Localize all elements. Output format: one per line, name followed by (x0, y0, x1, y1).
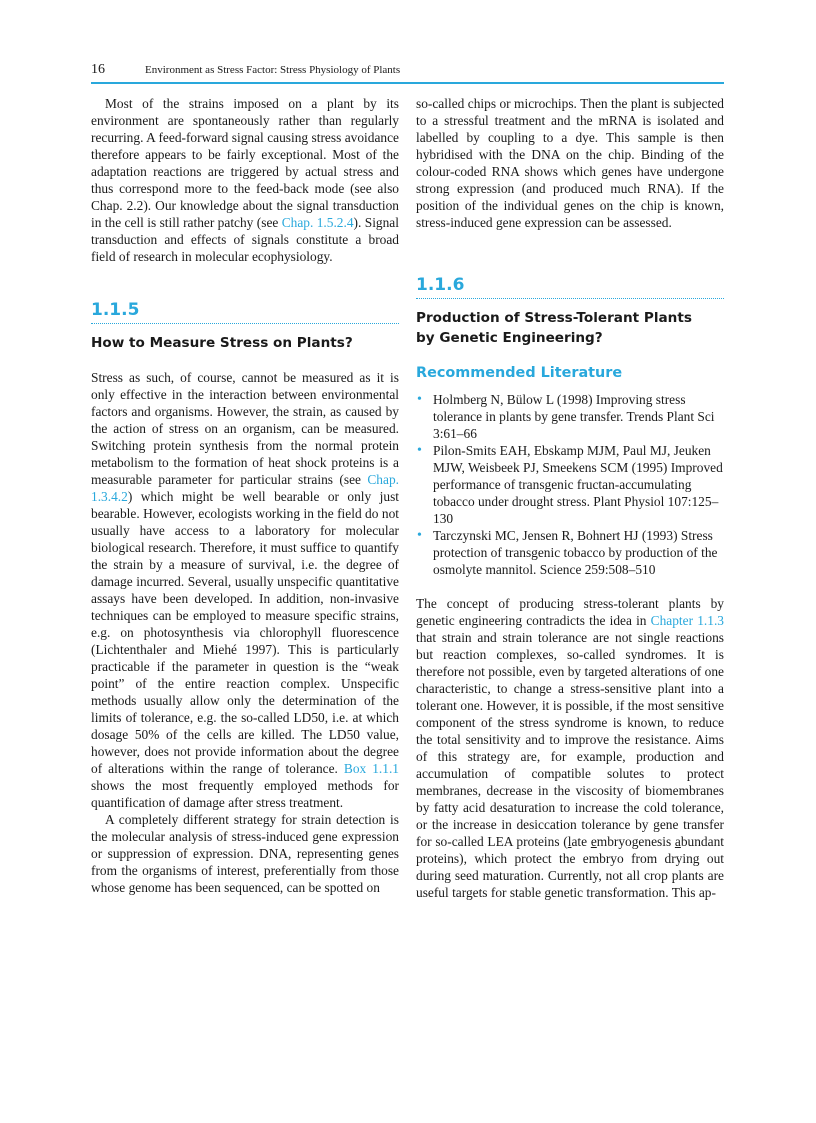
section-number: 1.1.5 (91, 300, 140, 320)
reference-item: • Pilon-Smits EAH, Ebskamp MJM, Paul MJ, Jeuken MJW, Weisbeek PJ, Smeekens SCM (1995) Improved performance of transgenic fructan-accumulating tobacco under drought stress. Plant Physiol 107:125–130 (416, 442, 724, 527)
reference-item: • Tarczynski MC, Jensen R, Bohnert HJ (1993) Stress protection of transgenic tobacco by production of the osmolyte mannitol. Science 259:508–510 (416, 527, 724, 578)
section-title: How to Measure Stress on Plants? (91, 335, 353, 351)
section-number: 1.1.6 (416, 275, 465, 295)
recommended-literature-heading: Recommended Literature (416, 365, 623, 381)
body-paragraph: so-called chips or microchips. Then the plant is subjected to a stressful treatment and the mRNA is isolated and labelled by coupling to a dye. This sample is then hybridised with the DNA on the chip. Binding of the colour-coded RNA shows which genes have undergone strong expression (and produced much RNA). If the position of the individual genes on the chip is known, stress-induced gene expression can be assessed. (416, 96, 724, 230)
right-column (416, 95, 724, 901)
left-column (91, 95, 399, 896)
chapter-link[interactable]: Chapter 1.1.3 (650, 613, 724, 628)
chapter-link[interactable]: Chap. 1.5.2.4 (281, 215, 354, 230)
reference-list (416, 391, 724, 578)
page-number: 16 (91, 62, 105, 77)
body-paragraph: A completely different strategy for strain detection is the molecular analysis of stress-induced gene expression or suppression of expression. DNA, representing genes from the organisms of interest, preferentially from those whose genome has been sequenced, can be spotted on (91, 812, 399, 895)
box-link[interactable]: Box 1.1.1 (343, 761, 400, 776)
header-rule (91, 82, 724, 84)
intro-paragraph: Most of the strains imposed on a plant by its environment are spontaneously rather than regularly recurring. A feed-forward signal causing stress avoidance therefore appears to be fairly exceptional. Most of the adaptation reactions are triggered by actual stress and thus correspond more to the feed-back mode (see also Chap. 2.2). Our knowledge about the signal transduction in the cell is still rather patchy (see Chap. 1.5.2.4). Signal transduction and effects of signals constitute a broad field of research in molecular ecophysiology. (91, 96, 399, 264)
section-rule (91, 323, 399, 324)
body-paragraph: Stress as such, of course, cannot be measured as it is only effective in the interaction between environmental factors and organisms. However, the strain, as caused by the action of stress on an organism, can be measured. Switching protein synthesis from the normal protein metabolism to the formation of heat shock proteins is a measurable parameter for particular strains (see Chap. 1.3.4.2) which might be well bearable or only just bearable. However, ecologists working in the field do not usually have access to a laboratory for molecular biological research. Therefore, it must suffice to quantify the strain by a measure of survival, i.e. the degree of damage incurred. Several, usually unspecific quantitative assays have been developed. In addition, non-invasive techniques can be employed to measure specific strains, e.g. on photosynthesis via chlorophyll fluorescence (Lichtenthaler and Miehé 1997). This is particularly practicable if the parameter in question is the “weak point” of the entire reaction complex. Unspecific methods usually allow only the determination of the limits of tolerance, e.g. the so-called LD50, i.e. at which dosage 50% of the cells are killed. The LD50 value, however, does not provide information about the degree of alterations within the range of tolerance. Box 1.1.1 shows the most frequently employed methods for quantification of damage after stress treatment. (91, 370, 400, 810)
section-title: Production of Stress-Tolerant Plants by Genetic Engineering? (416, 310, 692, 346)
body-paragraph: The concept of producing stress-tolerant plants by genetic engineering contradicts the idea in Chapter 1.1.3 that strain and strain tolerance are not single reactions but reaction complexes, so-called syndromes. It is therefore not possible, even by targeted alterations of one characteristic, to change a stress-sensitive plant into a tolerant one. However, it is possible, if the most sensitive component of the stress syndrome is known, to reduce the total sensitivity and to improve the resistance. Aims of this strategy are, for example, production and accumulation of compatible solutes to protect membranes, decrease in the viscosity of biomembranes by fatty acid desaturation to increase the cold tolerance, or the increase in desiccation tolerance by gene transfer for so-called LEA proteins (late embryogenesis abundant proteins), which protect the embryo from drying out during seed maturation. Currently, not all crop plants are useful targets for stable genetic transformation. This ap- (416, 596, 724, 900)
running-title: Environment as Stress Factor: Stress Physiology of Plants (145, 64, 401, 76)
page-header (91, 62, 724, 82)
reference-item: • Holmberg N, Bülow L (1998) Improving stress tolerance in plants by gene transfer. Trends Plant Sci 3:61–66 (416, 391, 724, 442)
chapter-link[interactable]: Chap. 1.3.4.2 (91, 472, 399, 504)
section-rule (416, 298, 724, 299)
